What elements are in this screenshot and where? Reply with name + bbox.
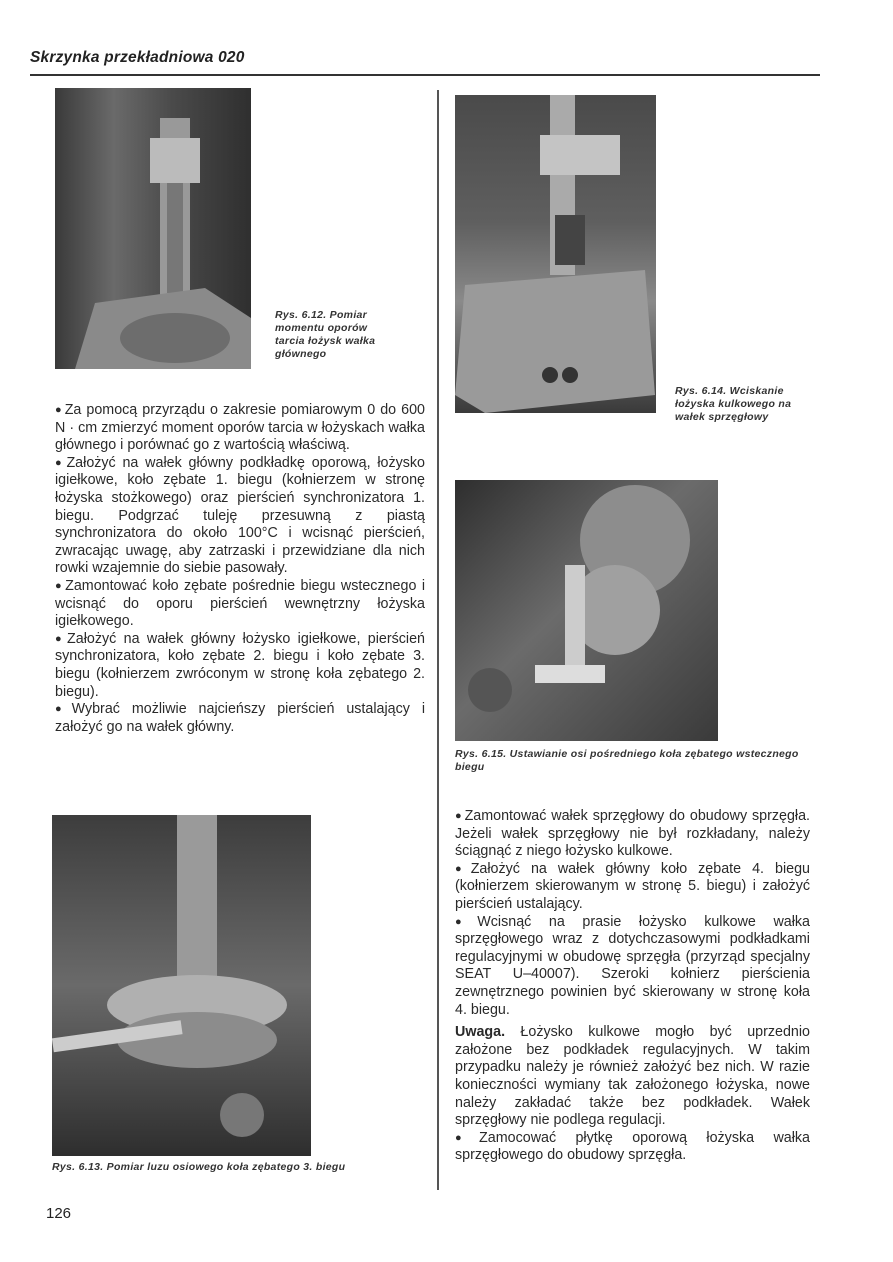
figure-6-15-caption: Rys. 6.15. Ustawianie osi pośredniego koła zębatego wstecznego biegu	[455, 748, 799, 773]
paragraph: ● Wcisnąć na prasie łożysko kulkowe wałka sprzęgłowego wraz z dotychczasowymi podkładkami regulacyjnymi w obudowę sprzęgła (przyrząd specjalny SEAT U–40007). Szeroki kołnierz pierścienia zewnętrznego powinien być skierowany w stronę koła 4. biegu.	[455, 914, 810, 1020]
column-divider	[437, 90, 439, 1190]
figure-6-13-caption: Rys. 6.13. Pomiar luzu osiowego koła zębatego 3. biegu	[52, 1161, 346, 1173]
header-rule	[30, 74, 820, 76]
gear-shaft-illustration	[52, 815, 311, 1156]
paragraph: ● Wybrać możliwie najcieńszy pierścień ustalający i założyć go na wałek główny.	[55, 701, 425, 736]
gears-illustration	[455, 480, 718, 741]
note-text: Łożysko kulkowe mogło być uprzednio założone bez podkładek regulacyjnych. W takim przypadku należy je również założyć bez nich. W razie konieczności wymiany tak założonego łożyska, nowe należy zakładać także bez podkładek. Wałek sprzęgłowy nie podlega regulacji.	[455, 1024, 810, 1129]
paragraph: ● Za pomocą przyrządu o zakresie pomiarowym 0 do 600 N · cm zmierzyć moment oporów tarcia w łożyskach wałka głównego i porównać go z wartością właściwą.	[55, 402, 425, 455]
figure-6-14-caption: Rys. 6.14. Wciskanie łożyska kulkowego na wałek sprzęgłowy	[675, 385, 792, 423]
left-column-text	[55, 402, 425, 736]
paragraph: ● Zamontować koło zębate pośrednie biegu wstecznego i wcisnąć do oporu pierścień wewnętrzny łożyska igiełkowego.	[55, 578, 425, 631]
figure-6-13-photo	[52, 815, 311, 1156]
running-header: Skrzynka przekładniowa 020	[30, 49, 245, 66]
paragraph: ● Zamontować wałek sprzęgłowy do obudowy sprzęgła. Jeżeli wałek sprzęgłowy nie był rozkładany, należy ściągnąć z niego łożysko kulkowe.	[455, 808, 810, 861]
figure-6-14-photo	[455, 95, 656, 413]
paragraph: ● Założyć na wałek główny koło zębate 4. biegu (kołnierzem skierowanym w stronę 5. biegu) i założyć pierścień ustalający.	[455, 861, 810, 914]
paragraph: ● Założyć na wałek główny podkładkę oporową, łożysko igiełkowe, koło zębate 1. biegu (kołnierzem w stronę łożyska stożkowego) oraz pierścień synchronizatora 1. biegu. Podgrzać tuleję przesuwną z piastą synchronizatora do około 100°C i wcisnąć pierścień, zwracając uwagę, aby zatrzaski i przewidziane dla nich rowki wzajemnie do siebie pasowały.	[55, 455, 425, 578]
note-label: Uwaga.	[455, 1024, 506, 1041]
figure-6-15-photo	[455, 480, 718, 741]
shaft-illustration	[55, 88, 251, 369]
page-number: 126	[46, 1205, 72, 1222]
figure-6-12-photo	[55, 88, 251, 369]
figure-6-12-caption: Rys. 6.12. Pomiar momentu oporów tarcia łożysk wałka głównego	[275, 309, 376, 360]
paragraph: ● Założyć na wałek główny łożysko igiełkowe, pierścień synchronizatora, koło zębate 2. biegu i koło zębate 3. biegu (kołnierzem zwróconym w stronę koła zębatego 2. biegu).	[55, 631, 425, 701]
note-paragraph	[455, 1024, 810, 1130]
right-column-text	[455, 808, 810, 1165]
paragraph: ● Zamocować płytkę oporową łożyska wałka sprzęgłowego do obudowy sprzęgła.	[455, 1130, 810, 1165]
press-illustration	[455, 95, 656, 413]
